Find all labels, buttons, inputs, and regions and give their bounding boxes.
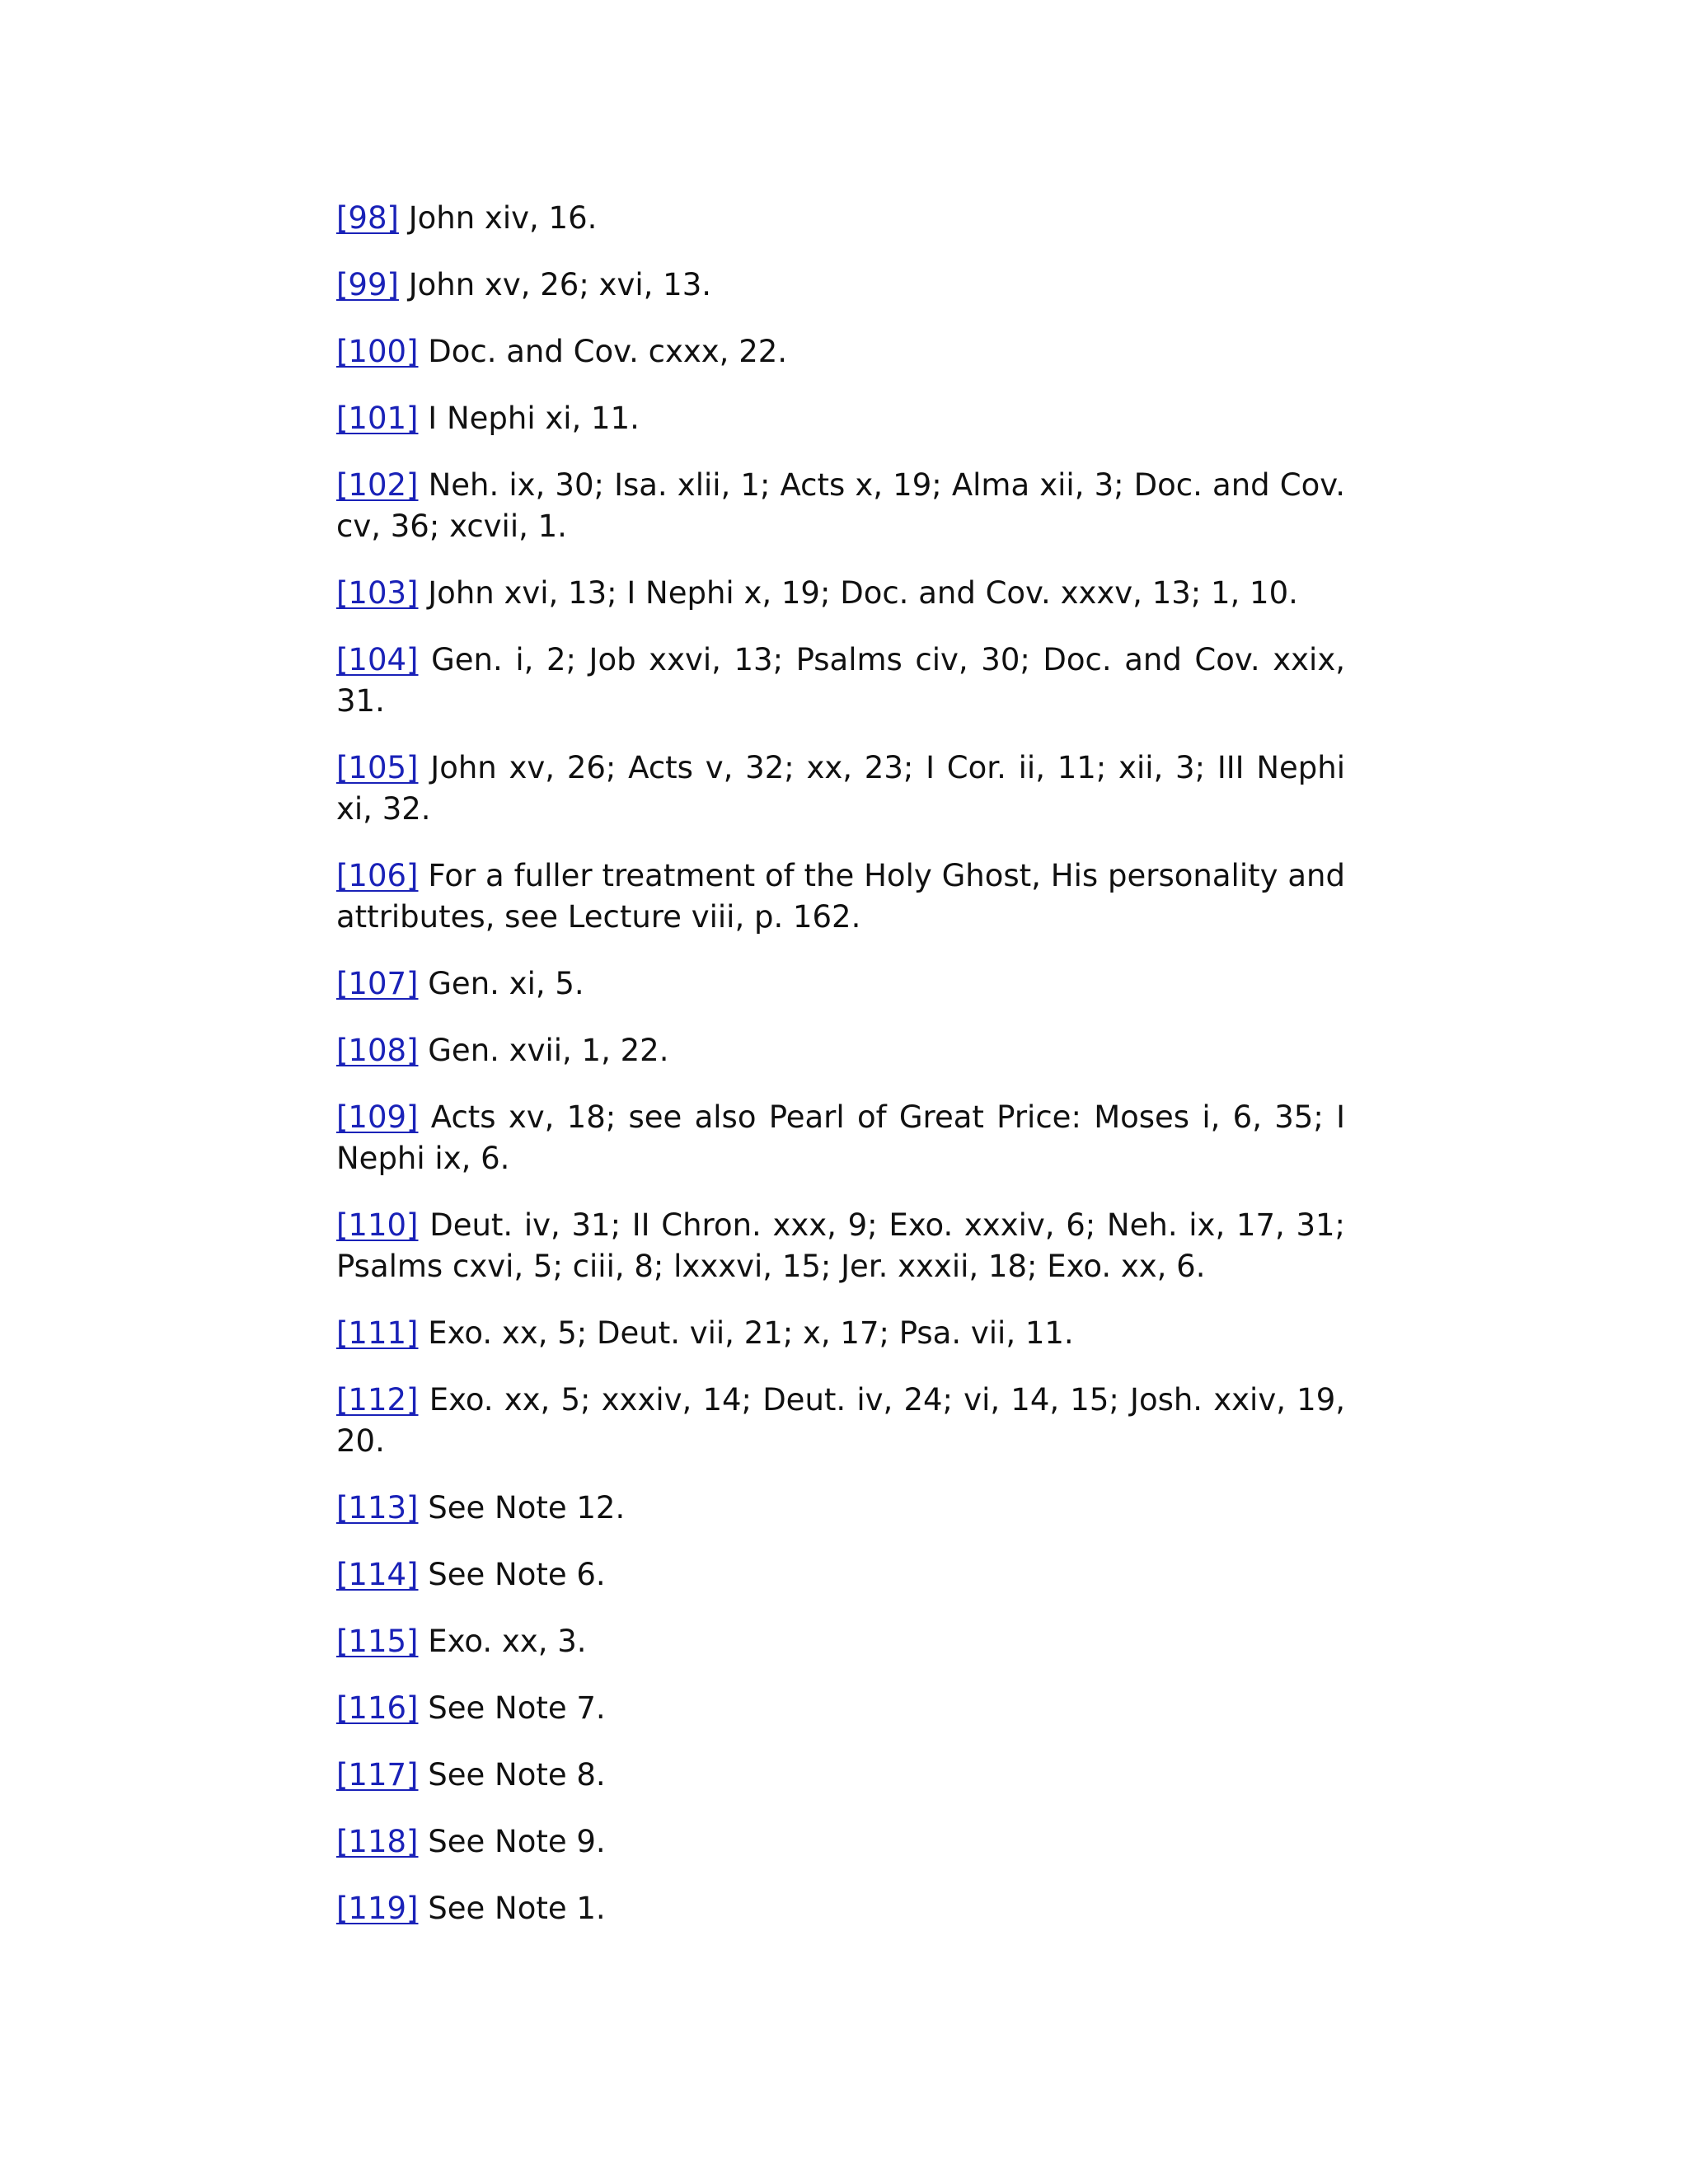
footnote-text: Gen. i, 2; Job xxvi, 13; Psalms civ, 30; Doc. and Cov. xxix, 31. <box>336 642 1345 719</box>
footnote <box>336 1621 1345 1662</box>
footnote <box>336 1488 1345 1529</box>
footnote-ref-link[interactable]: [102] <box>336 467 419 503</box>
footnote-ref-link[interactable]: [112] <box>336 1382 419 1418</box>
footnote-text: John xiv, 16. <box>408 200 598 236</box>
footnote-ref-link[interactable]: [106] <box>336 858 419 893</box>
footnote-text: For a fuller treatment of the Holy Ghost, His personality and attributes, see Lecture viii, p. 162. <box>336 858 1345 935</box>
footnote-ref-link[interactable]: [109] <box>336 1099 419 1135</box>
footnote-ref-link[interactable]: [119] <box>336 1891 419 1926</box>
footnote <box>336 855 1345 938</box>
footnote <box>336 1821 1345 1863</box>
footnote-text: Gen. xvii, 1, 22. <box>428 1033 669 1068</box>
footnote-ref-link[interactable]: [110] <box>336 1207 419 1243</box>
footnote <box>336 963 1345 1005</box>
footnote-text: See Note 9. <box>428 1824 606 1859</box>
footnote <box>336 398 1345 439</box>
footnote-text: Doc. and Cov. cxxx, 22. <box>428 334 788 369</box>
footnote <box>336 1755 1345 1796</box>
footnote-ref-link[interactable]: [115] <box>336 1624 419 1659</box>
footnote-text: Exo. xx, 5; xxxiv, 14; Deut. iv, 24; vi, 14, 15; Josh. xxiv, 19, 20. <box>336 1382 1345 1459</box>
footnote-ref-link[interactable]: [116] <box>336 1690 419 1726</box>
footnote <box>336 640 1345 722</box>
footnote <box>336 265 1345 306</box>
footnote <box>336 1097 1345 1179</box>
footnote-ref-link[interactable]: [100] <box>336 334 419 369</box>
footnote-ref-link[interactable]: [99] <box>336 267 399 302</box>
footnote-text: John xvi, 13; I Nephi x, 19; Doc. and Cov. xxxv, 13; 1, 10. <box>428 575 1298 611</box>
footnote-text: See Note 8. <box>428 1757 606 1793</box>
footnote-ref-link[interactable]: [104] <box>336 642 419 677</box>
footnote-text: Deut. iv, 31; II Chron. xxx, 9; Exo. xxxiv, 6; Neh. ix, 17, 31; Psalms cxvi, 5; ciii, 8; lxxxvi, 15; Jer. xxxii, 18; Exo. xx, 6. <box>336 1207 1345 1284</box>
footnote-ref-link[interactable]: [107] <box>336 966 419 1001</box>
footnote <box>336 1205 1345 1287</box>
footnote <box>336 1554 1345 1596</box>
footnote <box>336 331 1345 373</box>
footnote-ref-link[interactable]: [111] <box>336 1315 419 1351</box>
footnote-text: Acts xv, 18; see also Pearl of Great Price: Moses i, 6, 35; I Nephi ix, 6. <box>336 1099 1345 1176</box>
footnote-text: Neh. ix, 30; Isa. xlii, 1; Acts x, 19; Alma xii, 3; Doc. and Cov. cv, 36; xcvii, 1. <box>336 467 1345 544</box>
footnote-text: Gen. xi, 5. <box>428 966 584 1001</box>
footnote-text: See Note 1. <box>428 1891 606 1926</box>
footnote-text: Exo. xx, 5; Deut. vii, 21; x, 17; Psa. vii, 11. <box>428 1315 1074 1351</box>
footnote-ref-link[interactable]: [105] <box>336 750 419 785</box>
footnote-text: I Nephi xi, 11. <box>428 401 640 436</box>
footnote-ref-link[interactable]: [108] <box>336 1033 419 1068</box>
footnote <box>336 748 1345 830</box>
footnote <box>336 198 1345 239</box>
footnote <box>336 1688 1345 1729</box>
footnote-ref-link[interactable]: [114] <box>336 1557 419 1592</box>
footnote-ref-link[interactable]: [103] <box>336 575 419 611</box>
footnote-text: See Note 6. <box>428 1557 606 1592</box>
footnote <box>336 1380 1345 1462</box>
footnotes-page <box>336 198 1345 1955</box>
footnote-ref-link[interactable]: [113] <box>336 1490 419 1526</box>
footnote <box>336 573 1345 614</box>
footnote-text: See Note 12. <box>428 1490 626 1526</box>
footnote <box>336 1888 1345 1929</box>
footnote <box>336 465 1345 547</box>
footnote-ref-link[interactable]: [117] <box>336 1757 419 1793</box>
footnote <box>336 1030 1345 1071</box>
footnote-text: John xv, 26; xvi, 13. <box>408 267 711 302</box>
footnote-ref-link[interactable]: [101] <box>336 401 419 436</box>
footnote-ref-link[interactable]: [98] <box>336 200 399 236</box>
footnote <box>336 1313 1345 1354</box>
footnote-ref-link[interactable]: [118] <box>336 1824 419 1859</box>
footnote-text: Exo. xx, 3. <box>428 1624 587 1659</box>
footnote-text: John xv, 26; Acts v, 32; xx, 23; I Cor. ii, 11; xii, 3; III Nephi xi, 32. <box>336 750 1345 827</box>
footnote-text: See Note 7. <box>428 1690 606 1726</box>
